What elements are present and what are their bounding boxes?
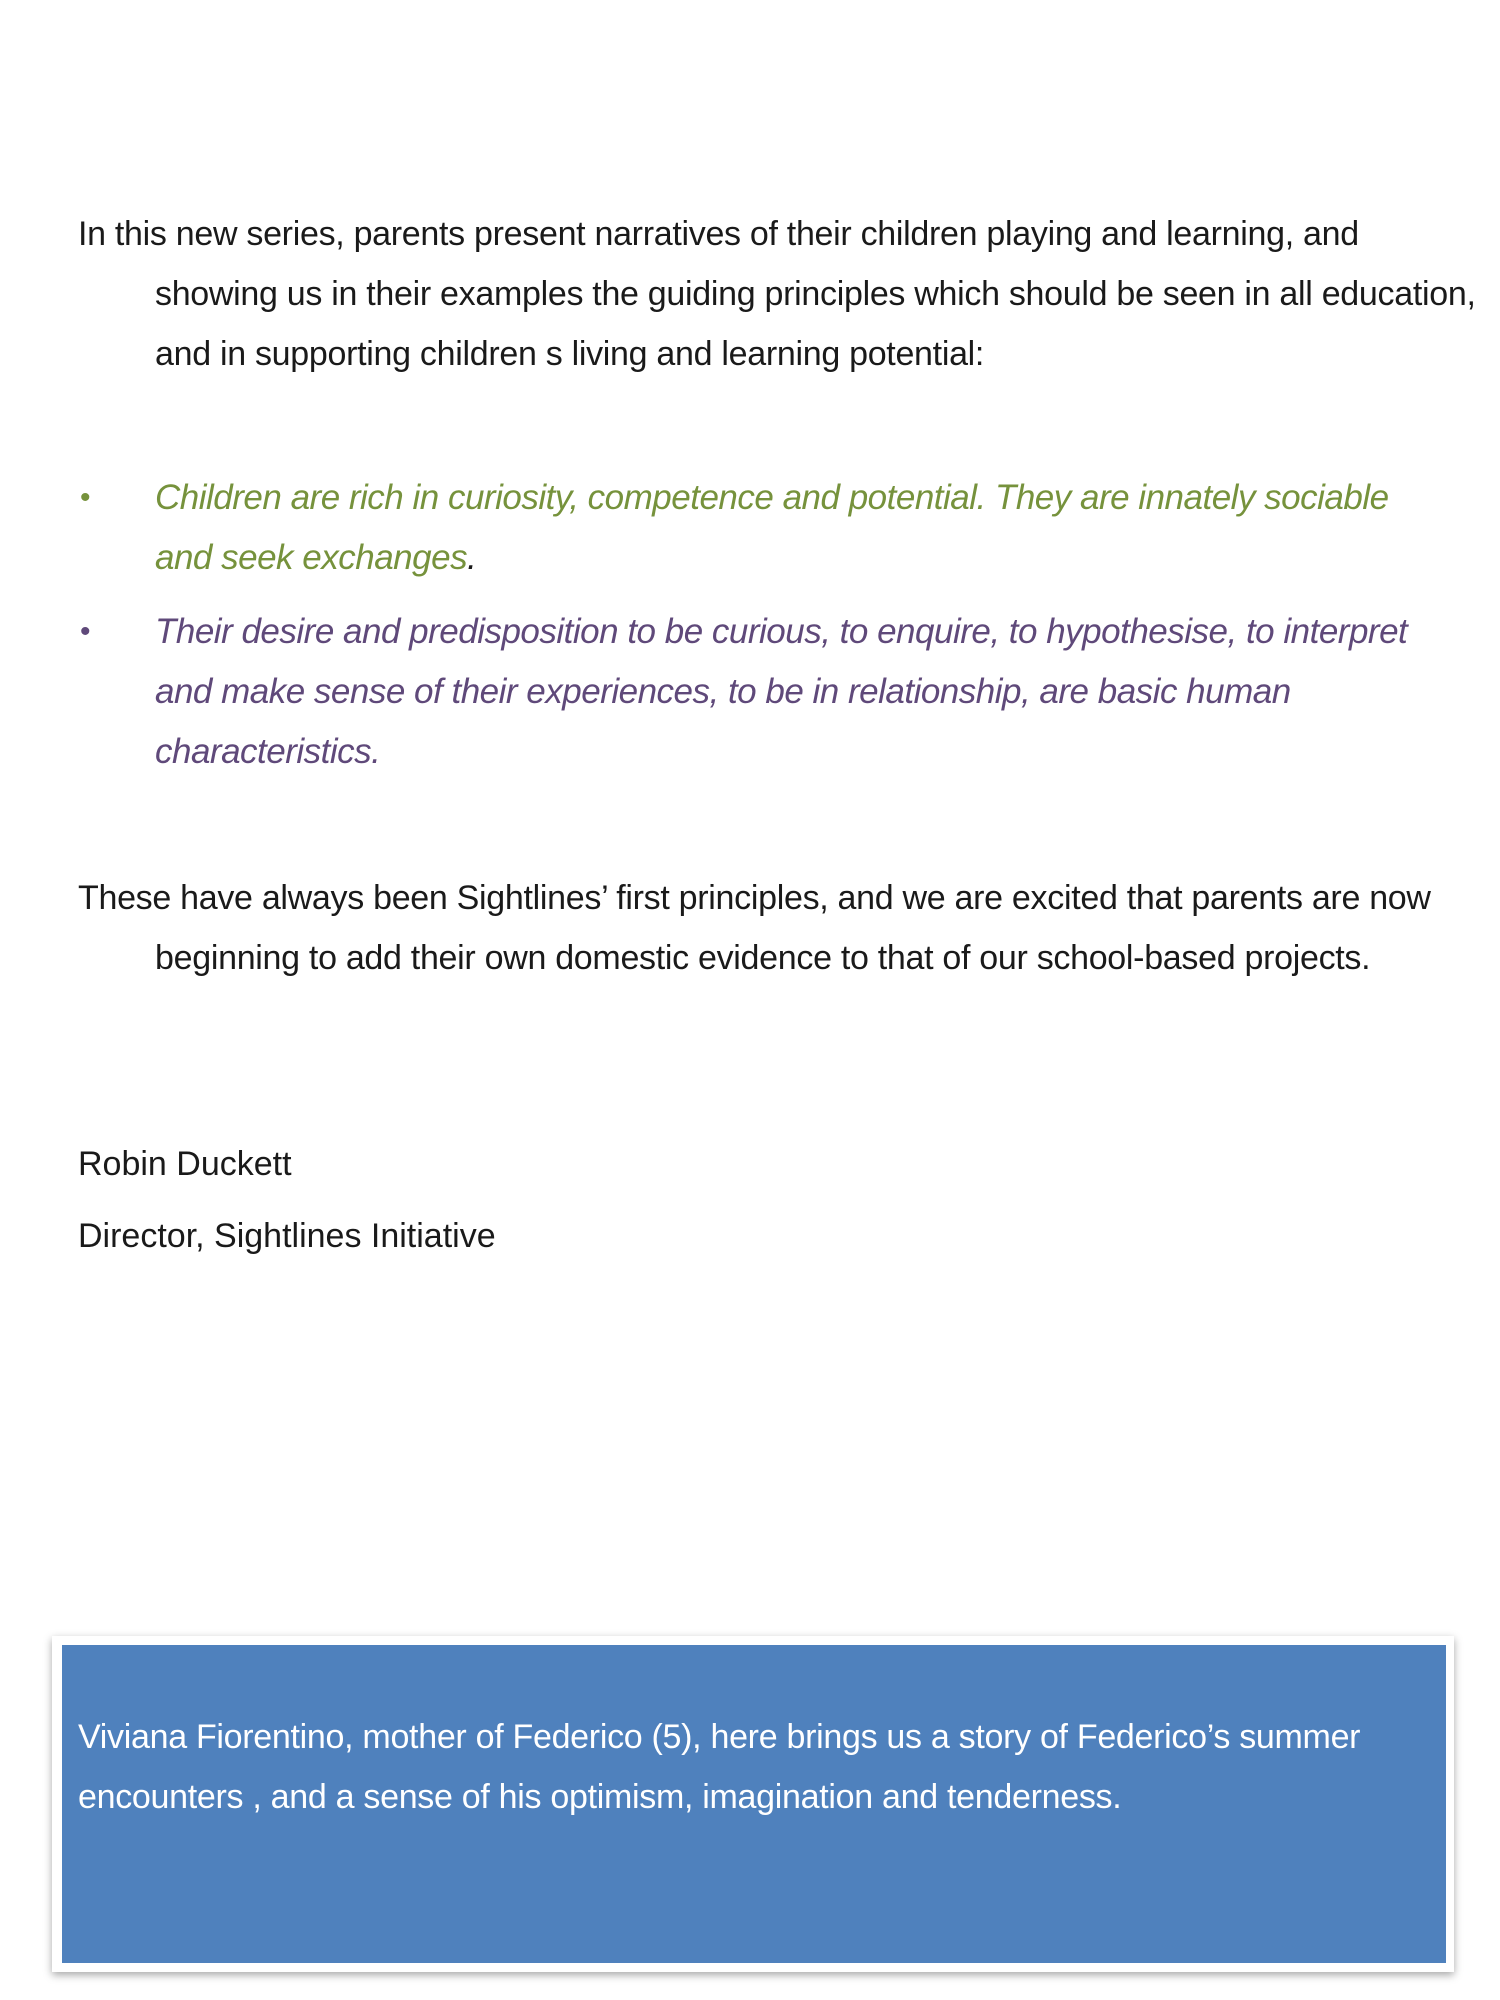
- bullet-icon: •: [80, 481, 91, 514]
- principles-paragraph: These have always been Sightlines’ first principles, and we are excited that parents are now beginning to add their own domestic evidence to that of our school-based projects.: [78, 879, 1431, 977]
- bullet-text: Their desire and predisposition to be curious, to enquire, to hypothesise, to interpret and make sense of their experiences, to be in relationship, are basic human characteristics.: [155, 612, 1408, 771]
- bullet-text: Children are rich in curiosity, competence and potential. They are innately sociable and seek exchanges: [155, 478, 1389, 577]
- principles-list: [78, 468, 1408, 782]
- bullet-trailing-period: .: [467, 538, 477, 577]
- callout-text: Viviana Fiorentino, mother of Federico (5), here brings us a story of Federico’s summer encounters , and a sense of his optimism, imagination and tenderness.: [78, 1718, 1361, 1816]
- list-item: [78, 602, 1408, 782]
- bullet-icon: •: [80, 615, 91, 648]
- signature-title: Director, Sightlines Initiative: [78, 1217, 496, 1255]
- intro-paragraph: In this new series, parents present narratives of their children playing and learning, and showing us in their examples the guiding principles which should be seen in all education, and in supporting children s living and learning potential:: [78, 215, 1476, 373]
- signature-name: Robin Duckett: [78, 1145, 292, 1183]
- list-item: [78, 468, 1408, 588]
